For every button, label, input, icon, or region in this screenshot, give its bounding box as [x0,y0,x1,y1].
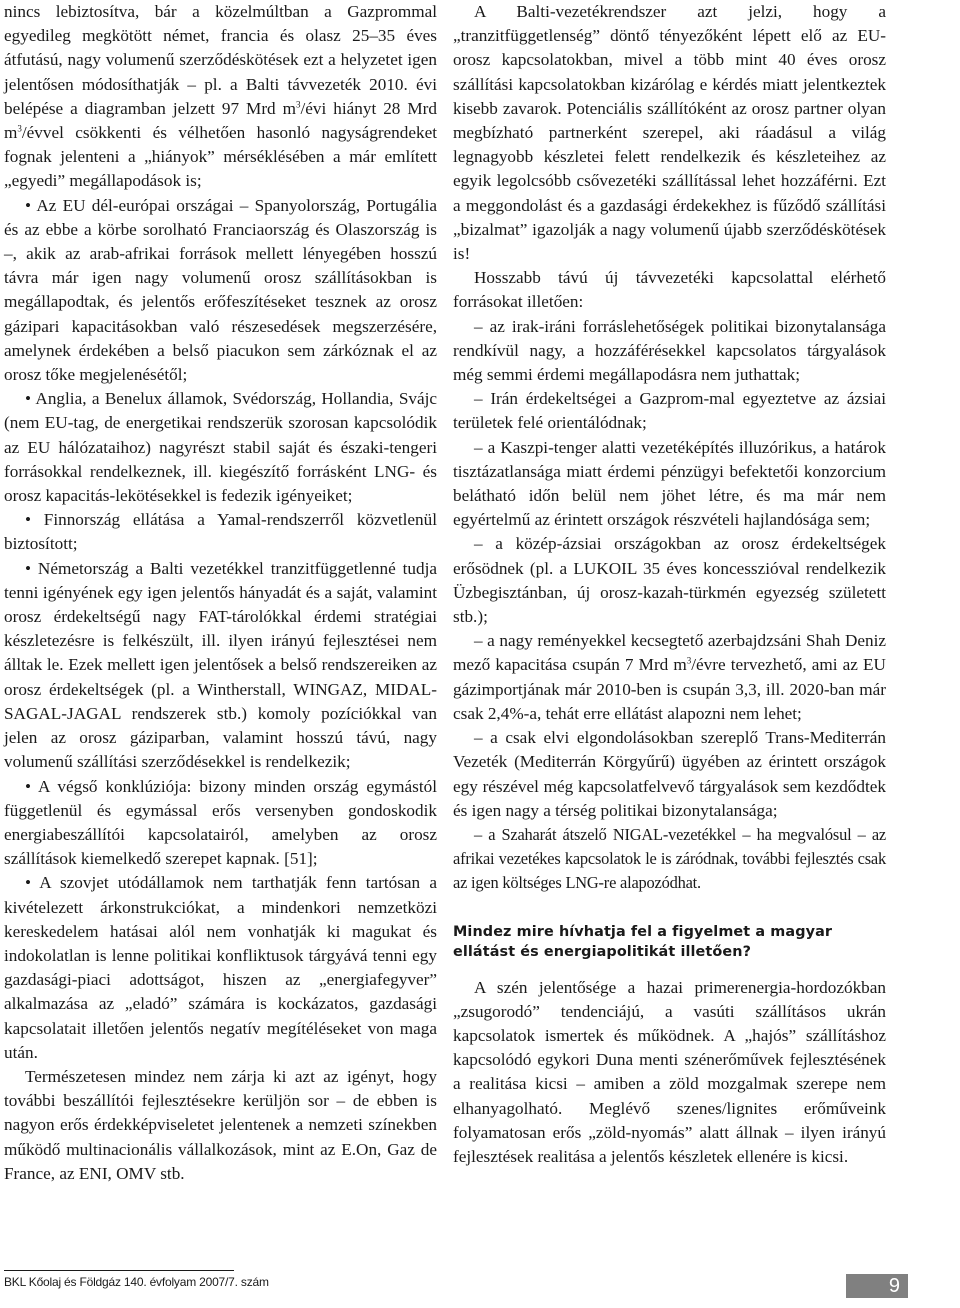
paragraph-baltic: A Balti-vezetékrendszer azt jelzi, hogy a „tranzitfüggetlenség” döntő tényezőként lépett elő az EU-orosz kapcsolatokban, mivel a több mint 40 éves orosz szállítási kapcsolatokban kizárólag e kérdés miatt jelentkeztek kisebb zavarok. Potenciális szállítóként az orosz partner olyan megbízható partnerként szerepel, aki ráadásul a világ legnagyobb készletei felett rendelkezik és készleteihez az egyik legolcsóbb csővezetéki szállítással lehet hozzáférni. Ezt a meggondolást és a gazdasági érdekekhez is fűződő szállítási „bizalmat” igazolják a nagy volumenű újabb szerződéskötések is! [453,2,886,264]
paragraph-longer-term: Hosszabb távú új távvezetéki kapcsolattal elérhető forrásokat illetően: [453,268,886,312]
bullet-conclusion: • A végső konklúziója: bizony minden ország egymástól függetlenül és egymással erős versenyben gondoskodik energiabeszállítói kapcsolatairól, amelyben az orosz szállítások kiemelkedő szerepet kapnak. [51]; [4,776,437,869]
bullet-north-europe: • Anglia, a Benelux államok, Svédország, Hollandia, Svájc (nem EU-tag, de energetikai rendszerük szorosan kapcsolódik az EU hálózataihoz) nagyrészt stabil saját és északi-tengeri forrásokkal rendelkeznek, ill. kiegészítő forrásként LNG- és orosz kapacitás-lekötésekkel is fedezik igényeiket; [4,389,437,506]
paragraph-continuation: nincs lebiztosítva, bár a közelmúltban a Gazprommal egyedileg megkötött német, francia és olasz 25–35 éves átfutású, nagy volumenű szerződéskötések ezt a helyzetet igen jelentősen módosíthatják – pl. a Balti távvezeték 2010. évi belépése a diagramban jelzett 97 Mrd $m^3$/évi hiányt 28 Mrd $m^3$/évvel csökkenti és vélhetően hasonló nagyságrendeket fognak jelenteni a „hiányok” mérséklésében a már említett „egyedi” megállapodások is; [4,2,437,191]
bullet-south-europe: • Az EU dél-európai országai – Spanyolország, Portugália és az ebbe a körbe sorolható Franciaország és Olaszország is –, akik az arab-afrikai források mellett lényegében hosszú távra már igen nagy volumenű orosz szállításokban is megállapodtak, és jelentős erőfeszítéseket tesznek az orosz gázipari kapacitásokban való részesedések megszerzésére, amelynek érdekében a belső piacukon sem zárkóznak el az orosz tőke megjelenésétől; [4,195,437,385]
bullet-finland: • Finnország ellátása a Yamal-rendszerről közvetlenül biztosított; [4,510,437,554]
footer-rule [4,1270,234,1271]
dash-item-caspian: – a Kaszpi-tenger alatti vezetéképítés illuzórikus, a határok tisztázatlansága miatt érdemi pénzügyi befektetői konzorcium belátható időn belül nem jöhet létre, és ma már nem egyértelmű az érintett országok részvételi hajlandósága sem; [453,437,886,530]
right-column [453,0,886,1169]
section-heading: Mindez mire hívhatja fel a figyelmet a magyar ellátást és energiapolitikát illetően? [453,923,833,960]
journal-citation: BKL Kőolaj és Földgáz 140. évfolyam 2007/7. szám [4,1275,269,1289]
dash-item-central-asia: – a közép-ázsiai országokban az orosz érdekeltségek erősödnek (pl. a LUKOIL 35 éves koncesszióval rendelkezik Üzbegisztánban, új orosz-kazah-türkmén egyezség született stb.); [453,534,886,627]
dash-item-nigal: – a Szaharát átszelő NIGAL-vezetékkel – ha megvalósul – az afrikai vezetékes kapcsolatok le is záródnak, további fejlesztés csak az igen költséges LNG-re alapozódhat. [453,824,886,893]
page-number: 9 [888,1275,900,1297]
dash-item-shah-deniz: – a nagy reményekkel kecsegtető azerbajdzsáni Shah Deniz mező kapacitása csupán 7 Mrd $m^3$/évre tervezhető, ami az EU gázimportjának már 2010-ben is csupán 3,3, ill. 2020-ban már csak 2,4%-a, tehát erre ellátást alapozni nem lehet; [453,631,886,723]
dash-item-iran: – Irán érdekeltségei a Gazprom-mal egyeztetve az ázsiai területek felé orientálódnak; [453,389,886,433]
dash-item-iraq-iran: – az irak-iráni forráslehetőségek politikai bizonytalansága rendkívül nagy, a hozzáférésekkel kapcsolatos tárgyalások még semmi érdemi megállapodásra nem juthattak; [453,316,886,385]
left-column [4,0,437,1186]
bullet-germany: • Németország a Balti vezetékkel tranzitfüggetlenné tudja tenni igényének egy igen jelentős hányadát és a saját, valamint orosz érdekeltségű nagy FAT-tárolókkal érdemi stratégiai készletezésre is felkészült, ill. ilyen irányú fejlesztései nem álltak le. Ezek mellett igen jelentősek a belső rendszereiken az orosz érdekeltségek (pl. a Wintherstall, WINGAZ, MIDAL-SAGAL-JAGAL rendszerek stb.) komoly pozíciókkal van jelen az orosz gáziparban, valamint hosszú távú, nagy volumenű szállítási szerződésekkel is rendelkezik; [4,558,437,772]
page-number-tab [846,1274,908,1298]
paragraph-coal: A szén jelentősége a hazai primerenergia-hordozókban „zsugorodó” tendenciájú, a vasúti szállításos ukrán kapcsolatok ismertek és működnek. A „hajós” szállításhoz kapcsolódó egykori Duna menti szénerőművek fejlesztésének a realitása kicsi – amiben a zöld mozgalmak szerepe nem elhanyagolható. Meglévő szenes/lignites erőműveink folyamatosan erős „zöld-nyomás” alatt állnak – ilyen irányú fejlesztések realitása a jelentős készletek ellenére is kicsi. [453,977,886,1166]
bullet-soviet-states: • A szovjet utódállamok nem tarthatják fenn tartósan a kivételezett árkonstrukciókat, a mindenkori nemzetközi kereskedelem hatásai alól nem vonhatják ki magukat és indokolatlan is lenne politikai konfliktusok tárgyává tenni egy gazdasági-piaci adottságot, hiszen az „energiafegyver” alkalmazása az „eladó” számára is kockázatos, gazdasági kapcsolatait illetően jelentős negatív megítéléseket von maga után. [4,873,437,1062]
paragraph-closing: Természetesen mindez nem zárja ki azt az igényt, hogy további beszállítói fejlesztésekre kerüljön sor – de ebben is nagyon erős érdekképviseletet jelentenek a nemzeti színekben működő multinacionális vállalkozások, mint az E.On, Gaz de France, az ENI, OMV stb. [4,1066,437,1183]
dash-item-trans-med: – a csak elvi elgondolásokban szereplő Trans-Mediterrán Vezeték (Mediterrán Körgyűrű) ügyében az érintett országok egy részével még kapcsolatfelvevő tárgyalások sem kezdődtek és igen nagy a térség politikai bizonytalansága; [453,728,886,820]
